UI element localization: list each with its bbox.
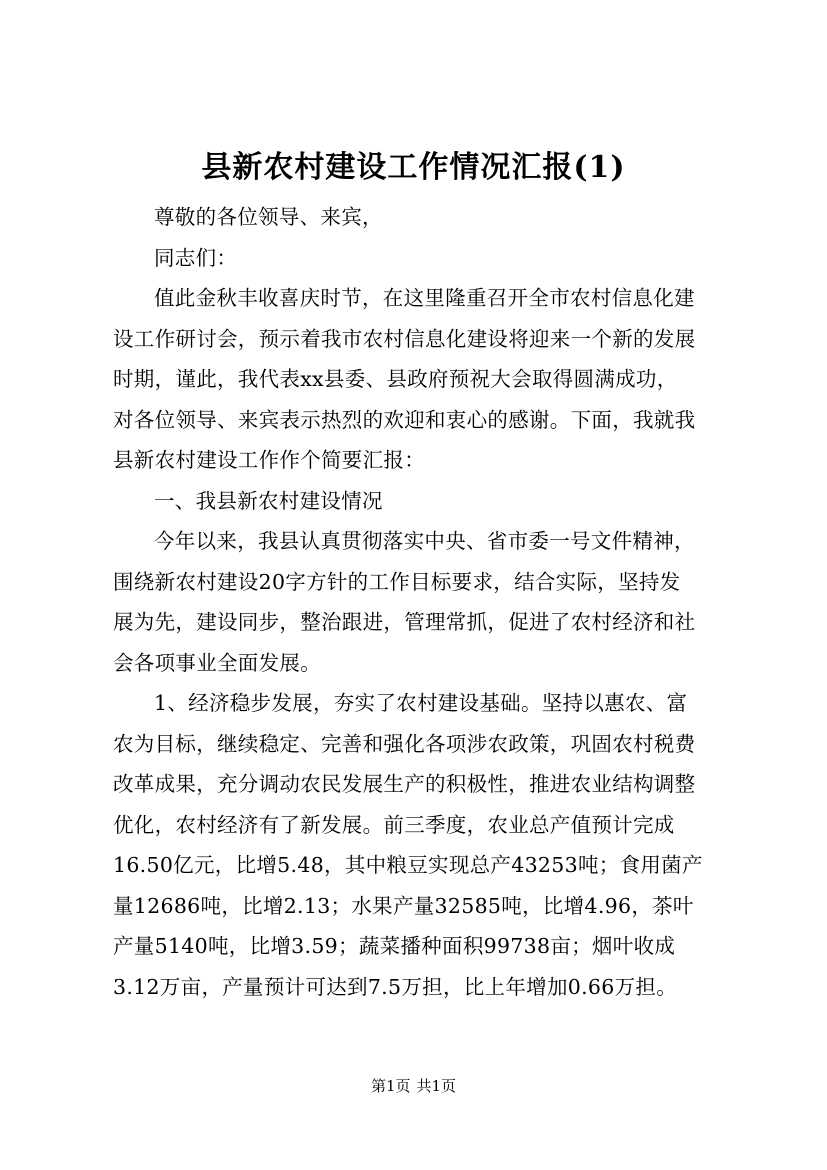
text-line: 1、经济稳步发展，夯实了农村建设基础。坚持以惠农、富 (154, 691, 688, 715)
text-line: 农为目标，继续稳定、完善和强化各项涉农政策，巩固农村税费 (113, 731, 696, 756)
text-line: 设工作研讨会，预示着我市农村信息化建设将迎来一个新的发展 (113, 326, 696, 351)
text-line: 时期，谨此，我代表xx县委、县政府预祝大会取得圆满成功， (113, 367, 678, 391)
document-body (113, 197, 725, 1007)
text-line: 会各项事业全面发展。 (113, 650, 321, 675)
text-line: 产量5140吨，比增3.59；蔬菜播种面积99738亩；烟叶收成 (113, 934, 676, 958)
document-title: 县新农村建设工作情况汇报(1) (201, 150, 626, 185)
text-line: 今年以来，我县认真贯彻落实中央、省市委一号文件精神， (154, 529, 695, 553)
text-line: 量12686吨，比增2.13；水果产量32585吨，比增4.96，茶叶 (113, 893, 694, 918)
text-line: 一、我县新农村建设情况 (154, 488, 383, 513)
text-line: 同志们： (154, 245, 238, 270)
text-line: 围绕新农村建设20字方针的工作目标要求，结合实际，坚持发 (113, 569, 681, 594)
text-line: 县新农村建设工作作个简要汇报： (113, 448, 425, 472)
page-footer (0, 1076, 827, 1096)
text-line: 对各位领导、来宾表示热烈的欢迎和衷心的感谢。下面，我就我 (113, 407, 696, 432)
text-line: 展为先，建设同步，整治跟进，管理常抓，促进了农村经济和社 (113, 610, 696, 634)
paragraph-economy (113, 683, 725, 1007)
paragraph-salutation (113, 197, 725, 238)
text-line: 优化，农村经济有了新发展。前三季度，农业总产值预计完成 (113, 812, 675, 837)
text-line: 改革成果，充分调动农民发展生产的积极性，推进农业结构调整 (113, 772, 696, 796)
text-line: 3.12万亩，产量预计可达到7.5万担，比上年增加0.66万担。 (113, 974, 677, 999)
text-line: 16.50亿元，比增5.48，其中粮豆实现总产43253吨；食用菌产 (113, 853, 703, 877)
page-number-total: 共1页 (416, 1077, 457, 1095)
page-number-current: 第1页 (370, 1077, 411, 1095)
text-line: 尊敬的各位领导、来宾， (154, 205, 383, 229)
section-heading (113, 481, 725, 522)
paragraph-overview (113, 521, 725, 683)
paragraph-greeting (113, 238, 725, 279)
text-line: 值此金秋丰收喜庆时节，在这里隆重召开全市农村信息化建 (154, 286, 695, 310)
paragraph-opening (113, 278, 725, 481)
